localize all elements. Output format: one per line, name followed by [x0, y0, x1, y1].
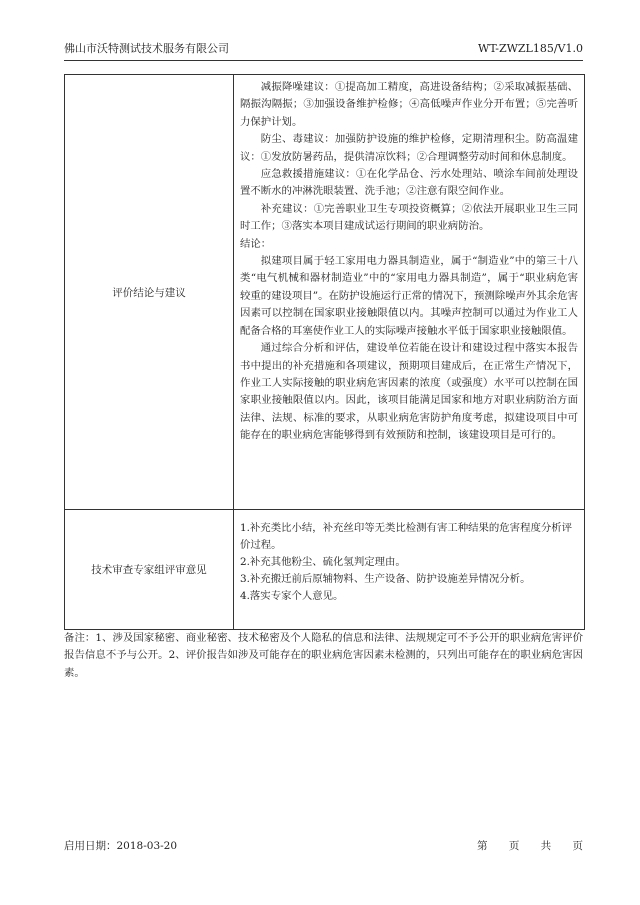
row-label-conclusion: 评价结论与建议	[65, 75, 234, 509]
page-of-word: 页	[508, 840, 520, 852]
paragraph-noise: 减振降噪建议：①提高加工精度，高进设备结构；②采取减振基础、隔振沟隔振；③加强设备维护检修；④高低噪声作业分开布置；⑤完善听力保护计划。	[240, 81, 578, 128]
row-label-expert-review: 技术审查专家组评审意见	[65, 510, 234, 629]
paragraph-dust-heat: 防尘、毒建议：加强防护设施的维护检修，定期清理积尘。防高温建议：①发放防暑药品，提供清凉饮料；②合理调整劳动时间和休息制度。	[240, 133, 578, 163]
list-item: 3.补充搬迁前后原辅物料、生产设备、防护设施差异情况分析。	[240, 573, 531, 585]
list-item: 1.补充类比小结，补充丝印等无类比检测有害工种结果的危害程度分析评价过程。	[240, 522, 573, 551]
document-code: WT-ZWZL185/V1.0	[478, 42, 583, 55]
table-row-expert-review	[65, 510, 584, 629]
page-indicator	[459, 838, 583, 853]
total-of-word: 页	[572, 840, 583, 852]
evaluation-table	[64, 74, 585, 630]
list-item: 2.补充其他粉尘、硫化氢判定理由。	[240, 556, 406, 568]
company-name: 佛山市沃特测试技术服务有限公司	[64, 42, 229, 55]
remarks-note: 备注：1、涉及国家秘密、商业秘密、技术秘密及个人隐私的信息和法律、法规规定可不予公开的职业病危害评价报告信息不予与公开。2、评价报告如涉及可能存在的职业病危害因素未检测的，只列出可能存在的职业病危害因素。	[64, 632, 583, 679]
list-item: 4.落实专家个人意见。	[240, 590, 344, 602]
effective-date: 启用日期：2018-03-20	[64, 840, 178, 852]
page-footer	[64, 838, 583, 853]
paragraph-feasibility: 通过综合分析和评估，建设单位若能在设计和建设过程中落实本报告书中提出的补充措施和各项建议，预期项目建成后，在正常生产情况下，作业工人实际接触的职业病危害因素的浓度（或强度）水平可以控制在国家职业接触限值以内。因此，该项目能满足国家和地方对职业病防治方面法律、法规、标准的要求，从职业病危害防护角度考虑，拟建设项目中可能存在的职业病危害能够得到有效预防和控制，该建设项目是可行的。	[240, 342, 578, 442]
expert-review-content	[234, 510, 584, 629]
paragraph-supplement: 补充建议：①完善职业卫生专项投资概算；②依法开展职业卫生三同时工作；③落实本项目建成试运行期间的职业病防治。	[240, 202, 578, 233]
paragraph-emergency: 应急救援措施建议：①在化学品仓、污水处理站、喷涂车间前处理设置不断水的冲淋洗眼装置、洗手池；②注意有限空间作业。	[240, 168, 578, 198]
total-word: 共	[540, 840, 552, 852]
conclusion-content	[234, 75, 584, 509]
table-row-conclusion	[65, 75, 584, 510]
paragraph-classification: 拟建项目属于轻工家用电力器具制造业，属于“制造业”中的第三十八类“电气机械和器材制造业”中的“家用电力器具制造”，属于“职业病危害较重的建设项目”。在防护设施运行正常的情况下，预测除噪声外其余危害因素可以控制在国家职业接触限值以内。其噪声控制可以通过为作业工人配备合格的耳塞使作业工人的实际噪声接触水平低于国家职业接触限值。	[240, 255, 578, 337]
page-header	[64, 42, 583, 61]
paragraph-conclusion-heading: 结论：	[240, 237, 272, 250]
page-word: 第	[476, 840, 488, 852]
